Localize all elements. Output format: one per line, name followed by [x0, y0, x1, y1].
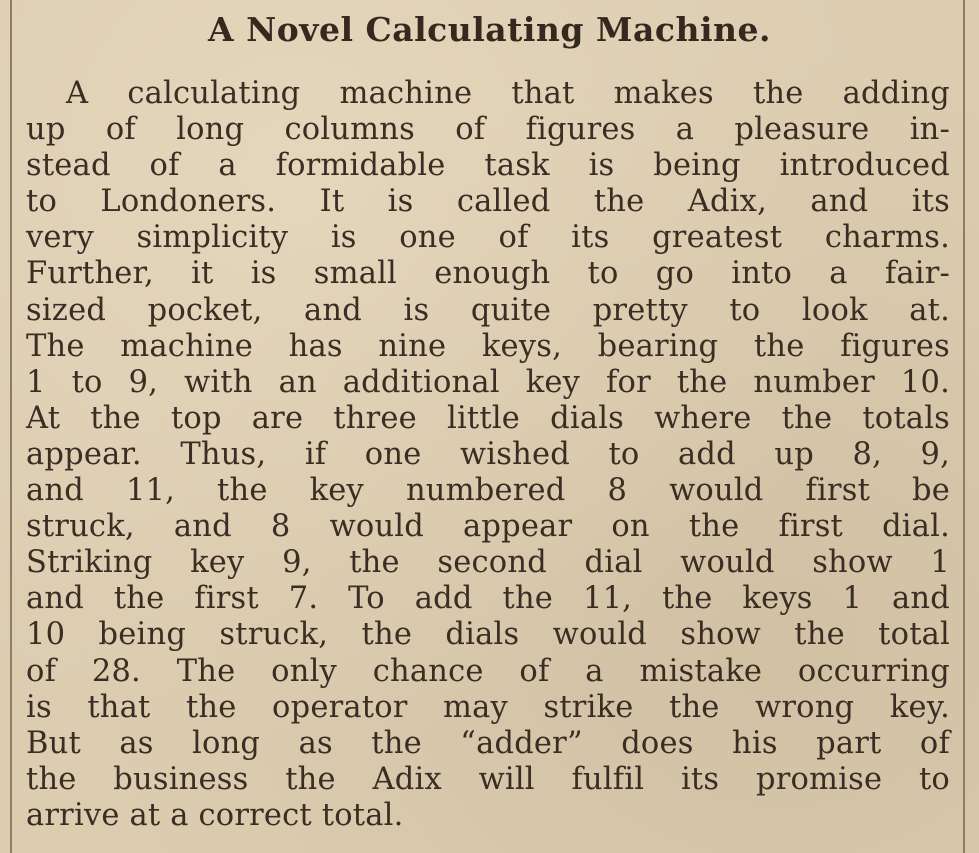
article-line: the business the Adix will fulfil its promise to — [26, 761, 950, 797]
article-line: But as long as the “adder” does his part of — [26, 725, 950, 761]
article-body — [26, 76, 950, 834]
article-line: A calculating machine that makes the adding — [66, 76, 950, 111]
column-rule-right — [963, 0, 965, 853]
article-line: stead of a formidable task is being introduced — [26, 148, 950, 184]
article-line: 10 being struck, the dials would show the total — [26, 617, 950, 653]
article-line: 1 to 9, with an additional key for the number 10. — [26, 364, 950, 400]
article-line: struck, and 8 would appear on the first dial. — [26, 509, 950, 545]
article-line: Striking key 9, the second dial would show 1 — [26, 545, 950, 581]
column-rule-left — [10, 0, 12, 853]
article-line: sized pocket, and is quite pretty to look at. — [26, 292, 950, 328]
article-line: to Londoners. It is called the Adix, and its — [26, 184, 950, 220]
article-headline: A Novel Calculating Machine. — [208, 10, 771, 49]
article-line: appear. Thus, if one wished to add up 8, 9, — [26, 436, 950, 472]
article-line: and the first 7. To add the 11, the keys 1 and — [26, 581, 950, 617]
article-line: The machine has nine keys, bearing the figures — [26, 328, 950, 364]
article-line: arrive at a correct total. — [26, 797, 404, 833]
article-line: up of long columns of figures a pleasure in- — [26, 112, 950, 148]
article-line: of 28. The only chance of a mistake occurring — [26, 653, 950, 689]
article-line: very simplicity is one of its greatest charms. — [26, 220, 950, 256]
article-line: and 11, the key numbered 8 would first be — [26, 473, 950, 509]
article-line: is that the operator may strike the wrong key. — [26, 689, 950, 725]
article-line: At the top are three little dials where the totals — [26, 400, 950, 436]
article-line: Further, it is small enough to go into a fair- — [26, 256, 950, 292]
